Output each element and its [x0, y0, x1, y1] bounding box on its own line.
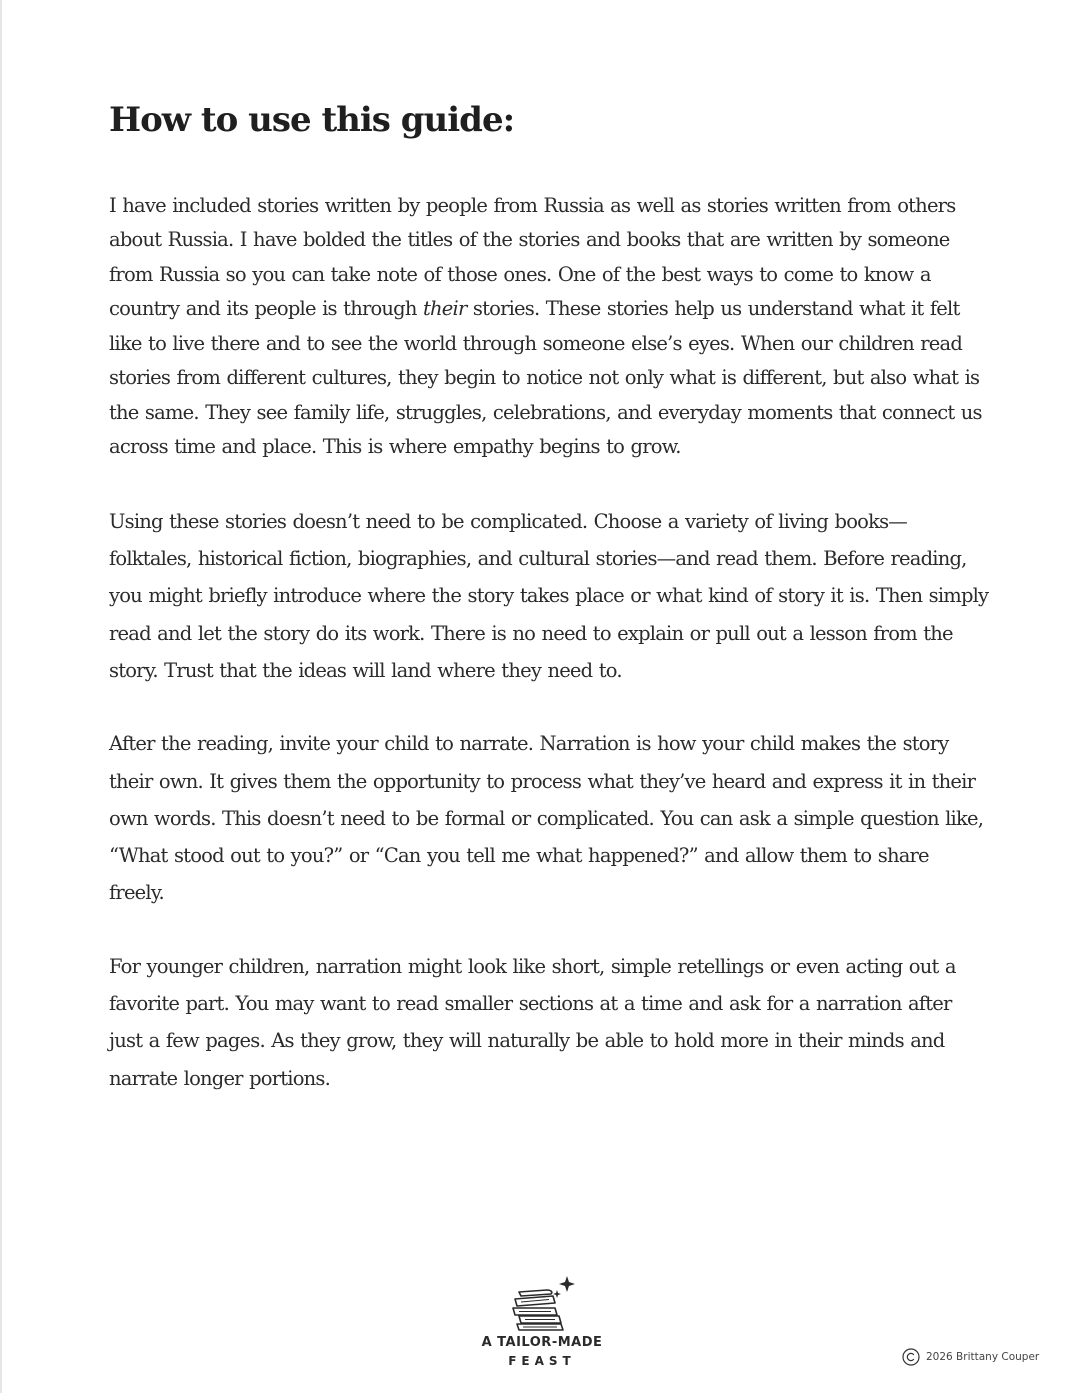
- emphasized-word: their: [423, 297, 467, 321]
- paragraph-younger-children: For younger children, narration might look like short, simple retellings or even acting out a favorite part. You may want to read smaller sections at a time and ask for a narration after just a few pages. As they grow, they will naturally be able to hold more in their minds and narrate longer portions.: [109, 954, 956, 1090]
- brand-logo: [477, 1272, 607, 1377]
- paragraph-intro: [109, 189, 989, 465]
- paragraph-intro-text-start: I have included stories written by people from Russia as well as stories written from others about Russia. I have bolded the titles of the stories and books that are written by someone from Russia so you can take note of those ones. One of the best ways to come to know a country and its people is through: [109, 193, 956, 321]
- page-edge: [0, 0, 2, 1393]
- paragraph-using-stories: Using these stories doesn’t need to be complicated. Choose a variety of living books—folktales, historical fiction, biographies, and cultural stories—and read them. Before reading, you might briefly introduce where the story takes place or what kind of story it is. Then simply read and let the story do its work. There is no need to explain or pull out a lesson from the story. Trust that the ideas will land where they need to.: [109, 509, 989, 682]
- paragraph-narration: After the reading, invite your child to narrate. Narration is how your child makes the story their own. It gives them the opportunity to process what they’ve heard and express it in their own words. This doesn’t need to be formal or complicated. You can ask a simple question like, “What stood out to you?” or “Can you tell me what happened?” and allow them to share freely.: [109, 732, 984, 905]
- paragraph-intro-text-end: stories. These stories help us understand what it felt like to live there and to see the world through someone else’s eyes. When our children read stories from different cultures, they begin to notice not only what is different, but also what is the same. They see family life, struggles, celebrations, and everyday moments that connect us across time and place. This is where empathy begins to grow.: [109, 297, 982, 459]
- guide-content: [109, 100, 989, 1097]
- copyright-notice: [902, 1348, 1039, 1366]
- page-title: How to use this guide:: [109, 100, 515, 140]
- copyright-text: 2026 Brittany Couper: [926, 1351, 1040, 1363]
- logo-text-top: A TAILOR-MADE: [481, 1335, 603, 1350]
- logo-text-bottom: FEAST: [508, 1354, 576, 1368]
- copyright-icon: [902, 1348, 920, 1366]
- book-stack-icon: [505, 1272, 579, 1336]
